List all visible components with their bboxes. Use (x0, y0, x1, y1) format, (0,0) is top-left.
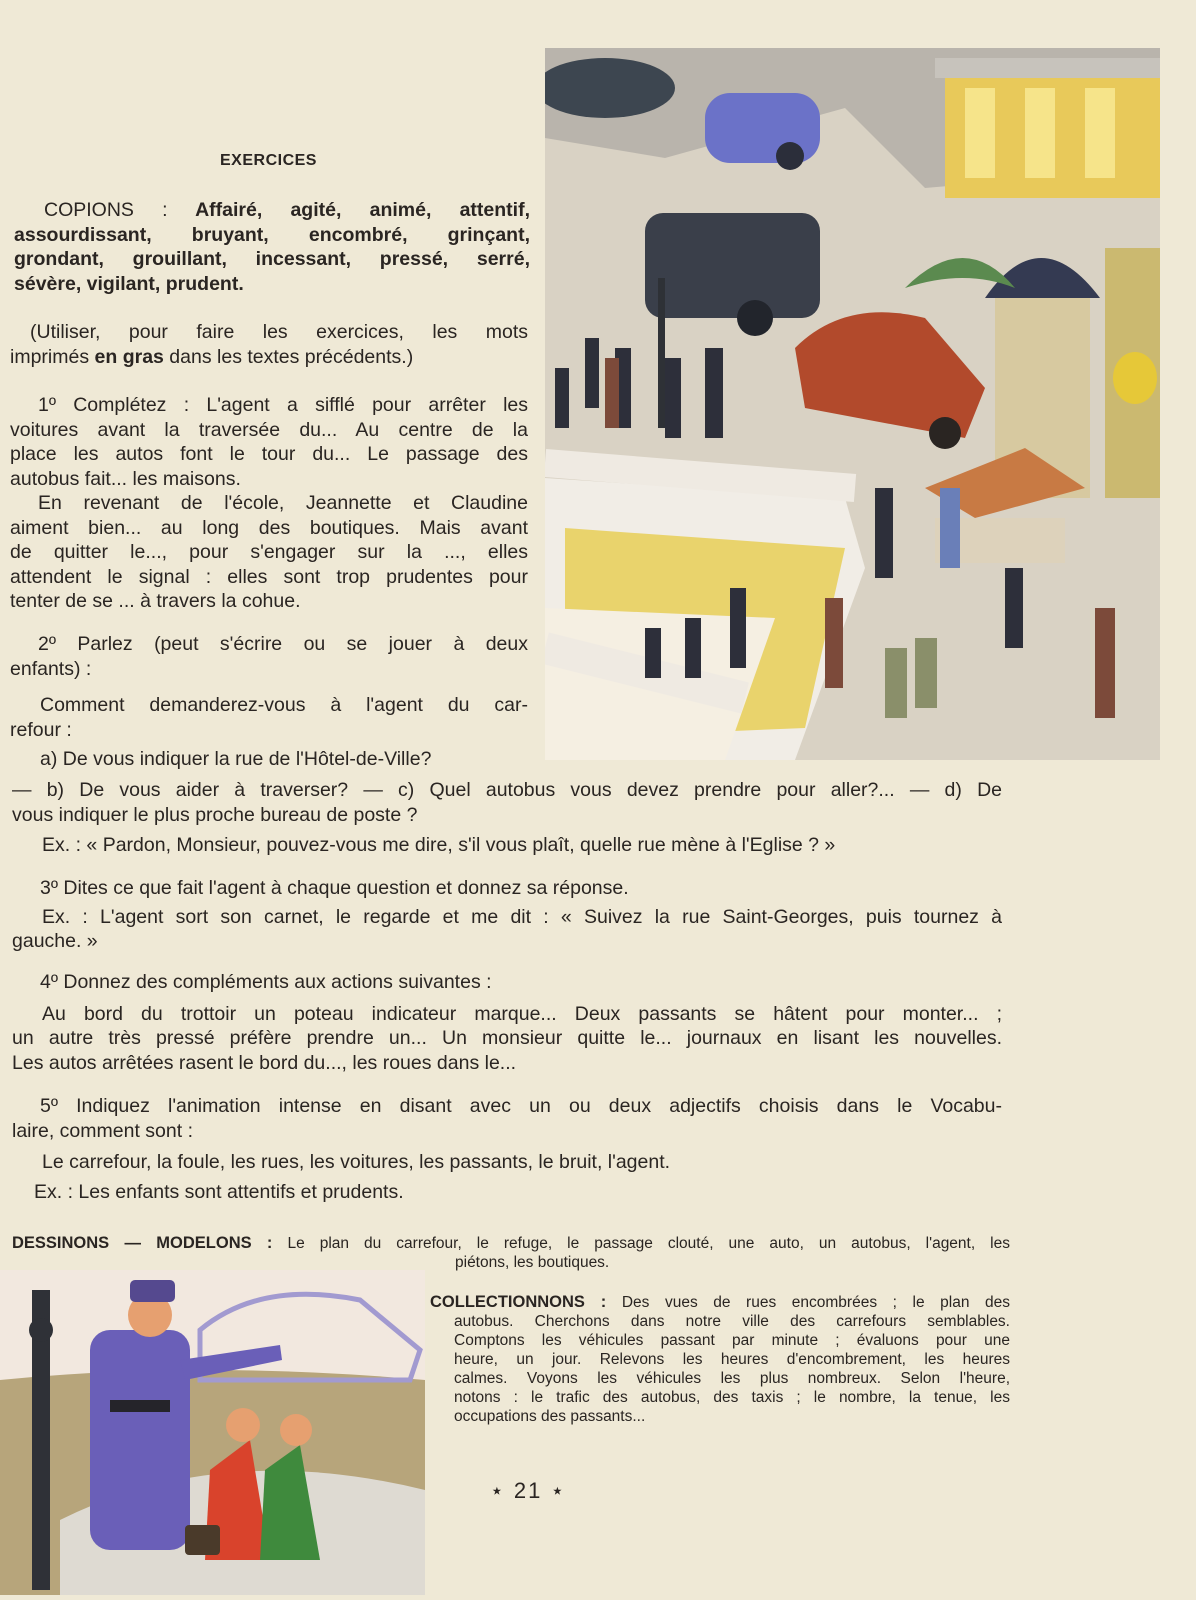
ex1-para2-line-3: de quitter le..., pour s'engager sur la ..., elles (10, 541, 528, 563)
ex1-line-1: 1º Complétez : L'agent a sifflé pour arrêter les (38, 394, 528, 416)
copions-line-4: sévère, vigilant, prudent. (14, 272, 244, 295)
exercise-1 (10, 393, 528, 614)
dessinons-block (12, 1234, 1010, 1272)
ex1-para2-line-4: attendent le signal : elles sont trop prudentes pour (10, 565, 528, 588)
ex3-example-2: gauche. » (12, 930, 98, 952)
ex5-line-1: 5º Indiquez l'animation intense en disant avec un ou deux adjectifs choisis dans le Vocabu- (40, 1095, 1002, 1117)
ex2-items-line-1: — b) De vous aider à traverser? — c) Quel autobus vous devez prendre pour aller?... — d) De (12, 779, 1002, 801)
dessinons-text-1: Le plan du carrefour, le refuge, le passage clouté, une auto, un autobus, l'agent, les (287, 1235, 1010, 1252)
ex3-example-1: Ex. : L'agent sort son carnet, le regarde et me dit : « Suivez la rue Saint-Georges, puis tournez à (42, 905, 1002, 928)
street-scene-illustration (545, 48, 1160, 760)
policeman-children-illustration (0, 1270, 425, 1595)
collectionnons-label: COLLECTIONNONS : (430, 1293, 607, 1311)
ex1-line-4: autobus fait... les maisons. (10, 467, 241, 490)
collectionnons-line-3: Comptons les véhicules passant par minute ; évaluons pour une (454, 1332, 1010, 1349)
ex1-line-3: place les autos font le tour du... Le passage des (10, 443, 528, 465)
ex5-line-2: laire, comment sont : (12, 1119, 193, 1142)
copions-block (14, 198, 530, 296)
note-block (10, 320, 528, 369)
copions-line-2: assourdissant, bruyant, encombré, grinçant, (14, 223, 530, 246)
copions-line-1 (14, 198, 530, 223)
ex2-question-2: refour : (10, 718, 72, 741)
note-line-1: (Utiliser, pour faire les exercices, les mots (30, 321, 528, 343)
ex4-para-1: Au bord du trottoir un poteau indicateur marque... Deux passants se hâtent pour monter... ; (42, 1002, 1002, 1025)
exercise-3 (12, 876, 1002, 954)
copions-label: COPIONS : (44, 199, 168, 221)
copions-words-1: Affairé, agité, animé, attentif, (195, 199, 530, 221)
collectionnons-block (430, 1293, 1010, 1426)
collectionnons-line-1 (430, 1293, 1010, 1312)
exercise-4 (12, 970, 1002, 1075)
collectionnons-text-1: Des vues de rues encombrées ; le plan des (621, 1294, 1010, 1311)
ex1-line-2: voitures avant la traversée du... Au centre de la (10, 418, 528, 441)
ex2-line-2: enfants) : (10, 657, 92, 680)
ex2-items-line-2: vous indiquer le plus proche bureau de poste ? (12, 803, 418, 826)
ex5-list: Le carrefour, la foule, les rues, les voitures, les passants, le bruit, l'agent. (42, 1151, 671, 1173)
ex2-items-b-d (12, 778, 1002, 858)
note-line-2-post: dans les textes précédents.) (163, 345, 414, 368)
ex2-example: Ex. : « Pardon, Monsieur, pouvez-vous me dire, s'il vous plaît, quelle rue mène à l'Eglise ? » (42, 834, 836, 856)
ex1-para2-line-1: En revenant de l'école, Jeannette et Claudine (38, 492, 528, 514)
note-line-2 (10, 345, 528, 370)
note-line-2-bold: en gras (94, 345, 164, 368)
ex5-example: Ex. : Les enfants sont attentifs et prudents. (34, 1180, 404, 1203)
dessinons-line-2: piétons, les boutiques. (455, 1254, 610, 1271)
exercise-5 (12, 1094, 1002, 1204)
copions-line-3: grondant, grouillant, incessant, pressé, serré, (14, 248, 530, 270)
ex4-para-3: Les autos arrêtées rasent le bord du..., les roues dans le... (12, 1051, 517, 1074)
ex1-para2-line-5: tenter de se ... à travers la cohue. (10, 590, 301, 612)
collectionnons-line-5: calmes. Voyons les véhicules les plus nombreux. Selon l'heure, (454, 1370, 1010, 1387)
collectionnons-rest (430, 1312, 1010, 1426)
dessinons-line-1 (12, 1234, 1010, 1253)
note-line-2-pre: imprimés (10, 345, 95, 368)
collectionnons-line-2: autobus. Cherchons dans notre ville des carrefours semblables. (454, 1313, 1010, 1330)
page-number: ⋆ 21 ⋆ (490, 1478, 567, 1503)
ex4-line: 4º Donnez des compléments aux actions suivantes : (40, 971, 492, 993)
ex2-line-1: 2º Parlez (peut s'écrire ou se jouer à deux (38, 633, 528, 655)
collectionnons-line-4: heure, un jour. Relevons les heures d'encombrement, les heures (454, 1351, 1010, 1368)
ex1-para2-line-2: aiment bien... au long des boutiques. Mais avant (10, 516, 528, 539)
collectionnons-line-7: occupations des passants... (454, 1408, 646, 1425)
dessinons-label: DESSINONS — MODELONS : (12, 1234, 273, 1252)
ex4-para-2: un autre très pressé préfère prendre un... Un monsieur quitte le... journaux en lisant les nouvelles. (12, 1027, 1002, 1049)
page-heading: EXERCICES (220, 152, 317, 169)
ex2-question-1: Comment demanderez-vous à l'agent du car- (40, 694, 528, 716)
ex2-item-a: a) De vous indiquer la rue de l'Hôtel-de-Ville? (40, 748, 432, 770)
collectionnons-line-6: notons : le trafic des autobus, des taxis ; le nombre, la tenue, les (454, 1389, 1010, 1406)
ex3-line: 3º Dites ce que fait l'agent à chaque question et donnez sa réponse. (40, 877, 629, 899)
exercise-2 (10, 632, 528, 772)
